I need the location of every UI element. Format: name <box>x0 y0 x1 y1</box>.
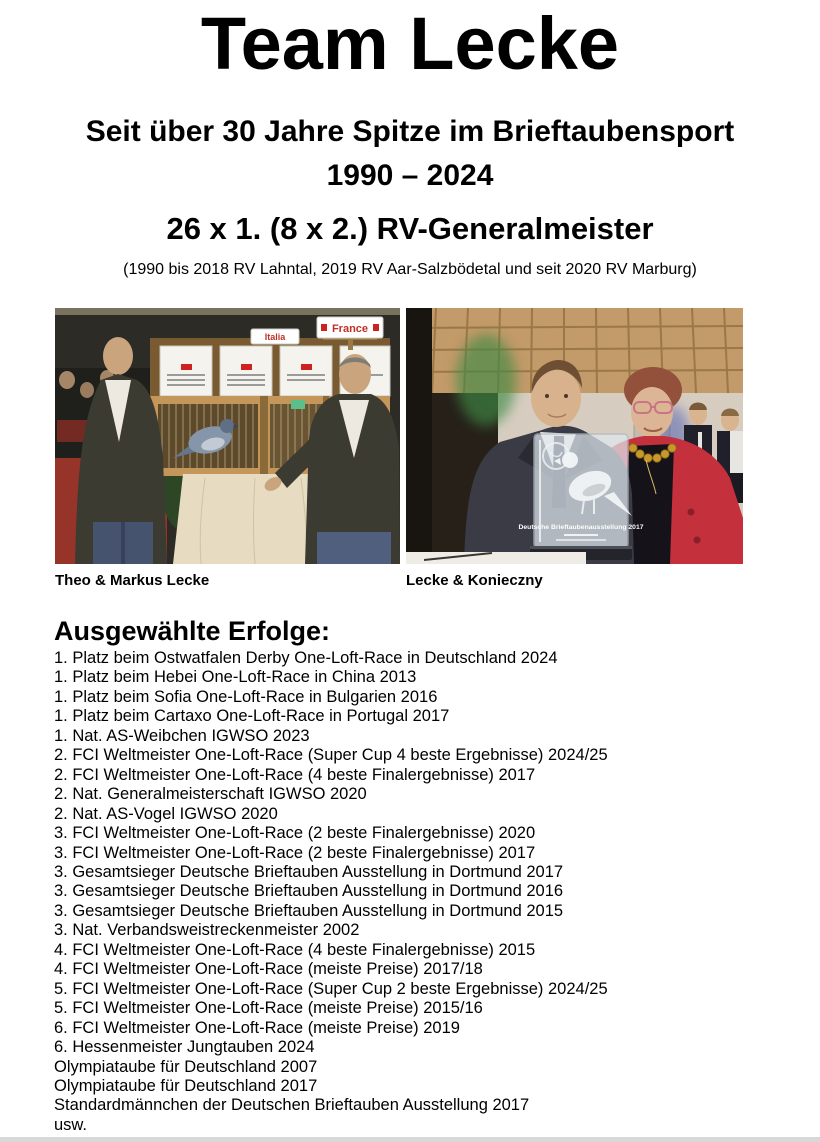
page-title: Team Lecke <box>200 2 620 85</box>
achievement-list-item: usw. <box>54 1115 88 1134</box>
achievement-list-item: 3. Gesamtsieger Deutsche Brieftauben Ausstellung in Dortmund 2015 <box>54 901 564 920</box>
generalmeister-headline: 26 x 1. (8 x 2.) RV-Generalmeister <box>166 211 654 246</box>
achievement-list-item: 3. FCI Weltmeister One-Loft-Race (2 beste Finalergebnisse) 2020 <box>54 824 536 843</box>
exhibition-photo <box>55 308 400 564</box>
achievement-list-item: 6. Hessenmeister Jungtauben 2024 <box>54 1038 315 1057</box>
tagline-text: Seit über 30 Jahre Spitze im Brieftaubensport <box>85 115 735 148</box>
achievement-list-item: 3. Gesamtsieger Deutsche Brieftauben Ausstellung in Dortmund 2016 <box>54 882 564 901</box>
italia-sign-label: Italia <box>264 332 286 342</box>
photo-lecke-konieczny <box>406 308 743 590</box>
achievement-list-item: Standardmännchen der Deutschen Brieftauben Ausstellung 2017 <box>54 1096 530 1115</box>
trophy-title-text: Deutsche Brieftaubenausstellung 2017 <box>518 524 644 531</box>
italia-sign <box>251 329 299 344</box>
france-sign-label: France <box>331 323 369 335</box>
achievement-list-item: 5. FCI Weltmeister One-Loft-Race (Super Cup 2 beste Ergebnisse) 2024/25 <box>54 979 608 998</box>
achievement-list-item: 4. FCI Weltmeister One-Loft-Race (4 beste Finalergebnisse) 2015 <box>54 940 536 959</box>
achievements-heading: Ausgewählte Erfolge: <box>54 616 331 646</box>
hall-ceiling-strip <box>55 308 400 315</box>
achievement-list-item: 1. Nat. AS-Weibchen IGWSO 2023 <box>54 726 310 745</box>
achievement-list-item: 3. FCI Weltmeister One-Loft-Race (2 beste Finalergebnisse) 2017 <box>54 843 536 862</box>
achievement-list-item: Olympiataube für Deutschland 2007 <box>54 1057 318 1076</box>
achievement-list-item: 1. Platz beim Ostwatfalen Derby One-Loft-Race in Deutschland 2024 <box>54 649 558 667</box>
photo-theo-markus <box>55 308 400 590</box>
achievement-list-item: 5. FCI Weltmeister One-Loft-Race (meiste Preise) 2015/16 <box>54 999 483 1018</box>
achievement-list-item: 4. FCI Weltmeister One-Loft-Race (meiste Preise) 2017/18 <box>54 960 483 979</box>
cage-tag <box>291 400 305 409</box>
achievement-list-item: 2. Nat. AS-Vogel IGWSO 2020 <box>54 804 278 823</box>
dark-curtain <box>406 308 432 564</box>
achievement-list-item: 2. FCI Weltmeister One-Loft-Race (Super Cup 4 beste Ergebnisse) 2024/25 <box>54 746 608 765</box>
achievement-list-item: 1. Platz beim Sofia One-Loft-Race in Bulgarien 2016 <box>54 687 438 706</box>
achievement-list-item: 3. Nat. Verbandsweistreckenmeister 2002 <box>54 921 360 940</box>
club-history-note: (1990 bis 2018 RV Lahntal, 2019 RV Aar-Salzbödetal und seit 2020 RV Marburg) <box>123 261 697 278</box>
achievement-list-item: 6. FCI Weltmeister One-Loft-Race (meiste Preise) 2019 <box>54 1018 460 1037</box>
table-foreground <box>406 552 586 564</box>
page-bottom-divider <box>0 1137 820 1142</box>
trophy-figure <box>518 434 643 560</box>
photo-caption-right: Lecke & Konieczny <box>406 572 543 589</box>
years-range: 1990 – 2024 <box>326 159 494 192</box>
achievement-list-item: 1. Platz beim Cartaxo One-Loft-Race in Portugal 2017 <box>54 707 450 726</box>
photo-caption-left: Theo & Markus Lecke <box>55 572 210 589</box>
achievement-list-item: 2. Nat. Generalmeisterschaft IGWSO 2020 <box>54 785 367 804</box>
award-photo <box>406 308 743 564</box>
achievement-list-item: 2. FCI Weltmeister One-Loft-Race (4 beste Finalergebnisse) 2017 <box>54 765 536 784</box>
achievement-list-item: Olympiataube für Deutschland 2017 <box>54 1076 318 1095</box>
green-light-glow <box>456 334 516 426</box>
achievement-list-item: 1. Platz beim Hebei One-Loft-Race in China 2013 <box>54 668 417 687</box>
achievement-list-item: 3. Gesamtsieger Deutsche Brieftauben Ausstellung in Dortmund 2017 <box>54 862 564 881</box>
achievements-list <box>54 649 820 1135</box>
photos-row <box>0 308 820 590</box>
